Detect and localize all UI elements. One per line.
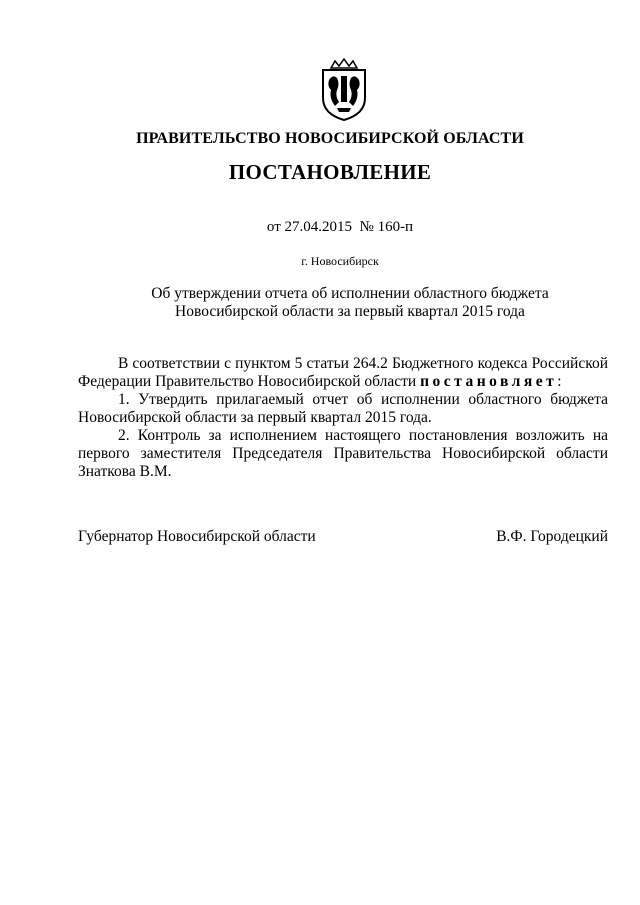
city-line: г. Новосибирск: [301, 254, 379, 268]
coat-of-arms-emblem: [313, 58, 375, 122]
document-body: [78, 355, 608, 481]
signatory-name: В.Ф. Городецкий: [496, 528, 608, 545]
date-number-line: [0, 219, 640, 236]
number-prefix: №: [359, 219, 374, 235]
government-title: ПРАВИТЕЛЬСТВО НОВОСИБИРСКОЙ ОБЛАСТИ: [136, 130, 524, 147]
signature-block: [78, 528, 608, 546]
signatory-position: Губернатор Новосибирской области: [78, 528, 316, 545]
date-prefix: от: [266, 219, 281, 235]
preamble-paragraph: [78, 355, 608, 391]
preamble-colon: :: [557, 373, 562, 390]
subject-line-2: Новосибирской области за первый квартал 2015 года: [175, 303, 525, 320]
item-2-paragraph: 2. Контроль за исполнением настоящего постановления возложить на первого заместителя Председателя Правительства Новосибирской области Знаткова В.М.: [78, 427, 608, 480]
document-date: 27.04.2015: [284, 219, 352, 235]
item-1-paragraph: 1. Утвердить прилагаемый отчет об исполнении областного бюджета Новосибирской области за первый квартал 2015 года.: [78, 391, 608, 426]
document-number: 160-п: [377, 219, 414, 235]
decree-verb: постановляет: [420, 373, 558, 390]
document-type-title: ПОСТАНОВЛЕНИЕ: [228, 160, 432, 184]
subject-line-1: Об утверждении отчета об исполнении областного бюджета: [151, 285, 549, 302]
preamble-text: В соответствии с пунктом 5 статьи 264.2 Бюджетного кодекса Российской Федерации Правительство Новосибирской области: [78, 355, 608, 390]
subject-heading: [120, 285, 580, 321]
